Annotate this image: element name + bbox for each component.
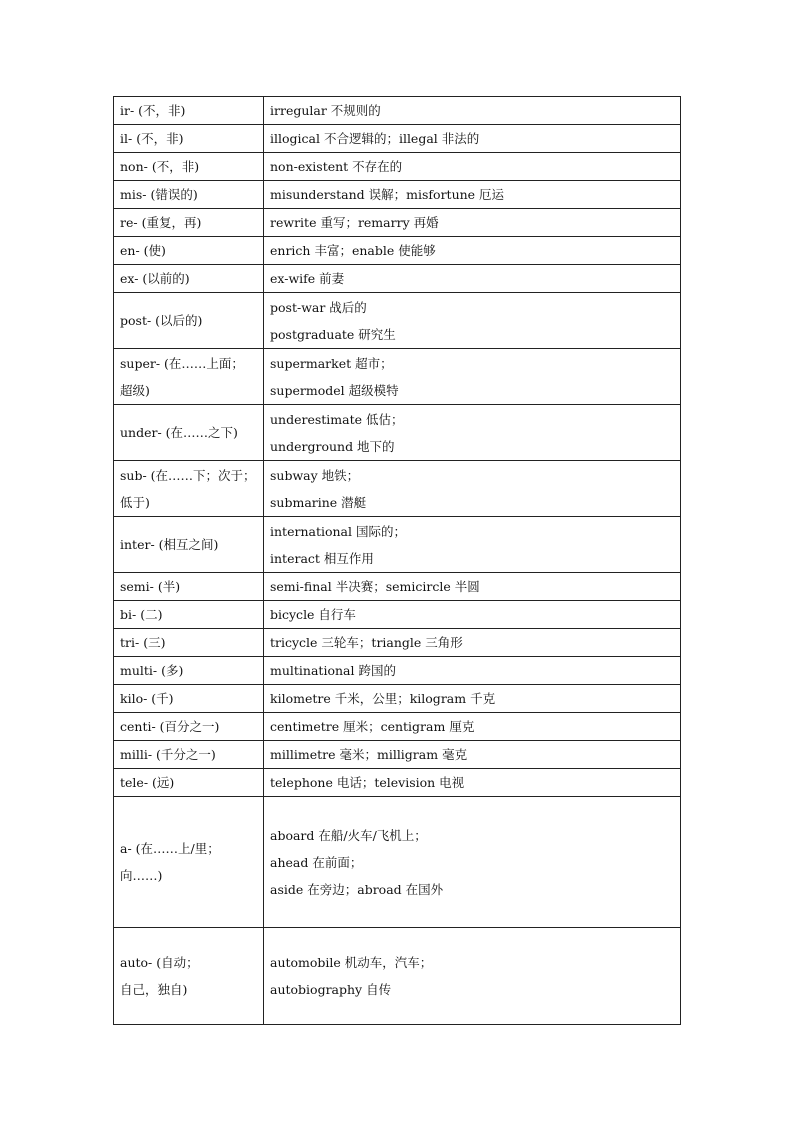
example-cell <box>264 741 681 769</box>
prefix-text: ir- (不，非) <box>120 103 186 118</box>
example-text: illogical 不合逻辑的；illegal 非法的 <box>270 131 480 146</box>
prefix-text: inter- (相互之间) <box>120 537 219 552</box>
prefix-text: semi- (半) <box>120 579 181 594</box>
example-text: telephone 电话；television 电视 <box>270 775 465 790</box>
prefix-text: milli- (千分之一) <box>120 747 216 762</box>
example-cell <box>264 928 681 1025</box>
example-text: millimetre 毫米；milligram 毫克 <box>270 747 468 762</box>
example-text: supermodel 超级模特 <box>270 382 399 398</box>
prefix-text: 向……) <box>120 868 163 883</box>
example-cell <box>264 125 681 153</box>
table-row <box>114 797 681 928</box>
prefix-text: post- (以后的) <box>120 313 203 328</box>
table-row <box>114 153 681 181</box>
table-row <box>114 741 681 769</box>
table-row <box>114 461 681 517</box>
prefix-cell <box>114 181 264 209</box>
example-cell <box>264 97 681 125</box>
example-cell <box>264 629 681 657</box>
example-cell <box>264 657 681 685</box>
prefix-cell <box>114 517 264 573</box>
prefix-text: re- (重复，再) <box>120 215 202 230</box>
table-row <box>114 293 681 349</box>
prefix-cell <box>114 573 264 601</box>
table-row <box>114 629 681 657</box>
example-text: ahead 在前面； <box>270 854 363 870</box>
example-cell <box>264 601 681 629</box>
table-row <box>114 181 681 209</box>
table-row <box>114 405 681 461</box>
example-text: tricycle 三轮车；triangle 三角形 <box>270 635 463 650</box>
prefix-text: 超级) <box>120 382 150 398</box>
prefix-cell <box>114 769 264 797</box>
prefix-cell <box>114 153 264 181</box>
prefix-text: under- (在……之下) <box>120 425 238 440</box>
prefix-cell <box>114 657 264 685</box>
prefix-cell <box>114 797 264 928</box>
example-text: rewrite 重写；remarry 再婚 <box>270 215 439 230</box>
example-cell <box>264 573 681 601</box>
prefix-cell <box>114 928 264 1025</box>
example-text: subway 地铁； <box>270 467 360 483</box>
example-cell <box>264 405 681 461</box>
prefix-cell <box>114 461 264 517</box>
prefix-text: tri- (三) <box>120 635 166 650</box>
prefix-text: 自己，独自) <box>120 982 188 997</box>
table-row <box>114 573 681 601</box>
prefix-text: ex- (以前的) <box>120 271 190 286</box>
example-cell <box>264 153 681 181</box>
example-text: submarine 潜艇 <box>270 494 367 510</box>
table-row <box>114 769 681 797</box>
example-cell <box>264 713 681 741</box>
example-text: semi-final 半决赛；semicircle 半圆 <box>270 579 480 594</box>
example-text: kilometre 千米，公里；kilogram 千克 <box>270 691 496 706</box>
prefix-cell <box>114 237 264 265</box>
example-cell <box>264 237 681 265</box>
prefix-text: en- (使) <box>120 243 166 258</box>
example-text: autobiography 自传 <box>270 982 392 997</box>
prefix-text: 低于) <box>120 494 150 510</box>
example-text: aboard 在船/火车/飞机上； <box>270 827 427 843</box>
table-row <box>114 657 681 685</box>
example-text: underground 地下的 <box>270 438 395 454</box>
example-text: postgraduate 研究生 <box>270 326 396 342</box>
prefix-cell <box>114 265 264 293</box>
example-cell <box>264 181 681 209</box>
prefix-cell <box>114 685 264 713</box>
prefix-text: non- (不，非) <box>120 159 200 174</box>
table-row <box>114 237 681 265</box>
prefix-cell <box>114 629 264 657</box>
example-text: enrich 丰富；enable 使能够 <box>270 243 436 258</box>
example-text: supermarket 超市； <box>270 355 393 371</box>
prefix-text: a- (在……上/里； <box>120 841 220 856</box>
table-row <box>114 209 681 237</box>
prefix-cell <box>114 97 264 125</box>
prefix-text: multi- (多) <box>120 663 184 678</box>
prefix-cell <box>114 741 264 769</box>
example-text: interact 相互作用 <box>270 550 374 566</box>
table-row <box>114 349 681 405</box>
table-row <box>114 517 681 573</box>
example-cell <box>264 293 681 349</box>
prefix-text: tele- (远) <box>120 775 175 790</box>
example-text: multinational 跨国的 <box>270 663 396 678</box>
prefix-text: mis- (错误的) <box>120 187 198 202</box>
table-body <box>114 97 681 1025</box>
prefix-text: bi- (二) <box>120 607 163 622</box>
prefix-text: il- (不，非) <box>120 131 184 146</box>
example-cell <box>264 461 681 517</box>
prefix-cell <box>114 713 264 741</box>
example-text: non-existent 不存在的 <box>270 159 403 174</box>
example-cell <box>264 797 681 928</box>
prefix-cell <box>114 209 264 237</box>
table-row <box>114 601 681 629</box>
prefix-cell <box>114 293 264 349</box>
example-text: aside 在旁边；abroad 在国外 <box>270 881 444 897</box>
table-row <box>114 97 681 125</box>
prefix-cell <box>114 405 264 461</box>
prefix-text: kilo- (千) <box>120 691 174 706</box>
example-text: automobile 机动车，汽车； <box>270 955 433 970</box>
example-text: underestimate 低估； <box>270 411 404 427</box>
table-row <box>114 125 681 153</box>
example-cell <box>264 349 681 405</box>
example-text: centimetre 厘米；centigram 厘克 <box>270 719 475 734</box>
example-cell <box>264 685 681 713</box>
prefix-cell <box>114 349 264 405</box>
prefix-text: centi- (百分之一) <box>120 719 220 734</box>
example-cell <box>264 209 681 237</box>
prefix-text: super- (在……上面； <box>120 355 244 371</box>
example-text: international 国际的； <box>270 523 406 539</box>
prefix-text: auto- (自动； <box>120 955 199 970</box>
table-row <box>114 685 681 713</box>
prefix-text: sub- (在……下；次于； <box>120 467 256 483</box>
example-cell <box>264 265 681 293</box>
prefix-cell <box>114 125 264 153</box>
example-text: post-war 战后的 <box>270 299 367 315</box>
example-text: ex-wife 前妻 <box>270 271 345 286</box>
example-text: bicycle 自行车 <box>270 607 356 622</box>
example-text: misunderstand 误解；misfortune 厄运 <box>270 187 505 202</box>
example-cell <box>264 517 681 573</box>
example-text: irregular 不规则的 <box>270 103 381 118</box>
prefix-table <box>113 96 681 1025</box>
table-row <box>114 713 681 741</box>
prefix-cell <box>114 601 264 629</box>
example-cell <box>264 769 681 797</box>
table-row <box>114 265 681 293</box>
table-row <box>114 928 681 1025</box>
